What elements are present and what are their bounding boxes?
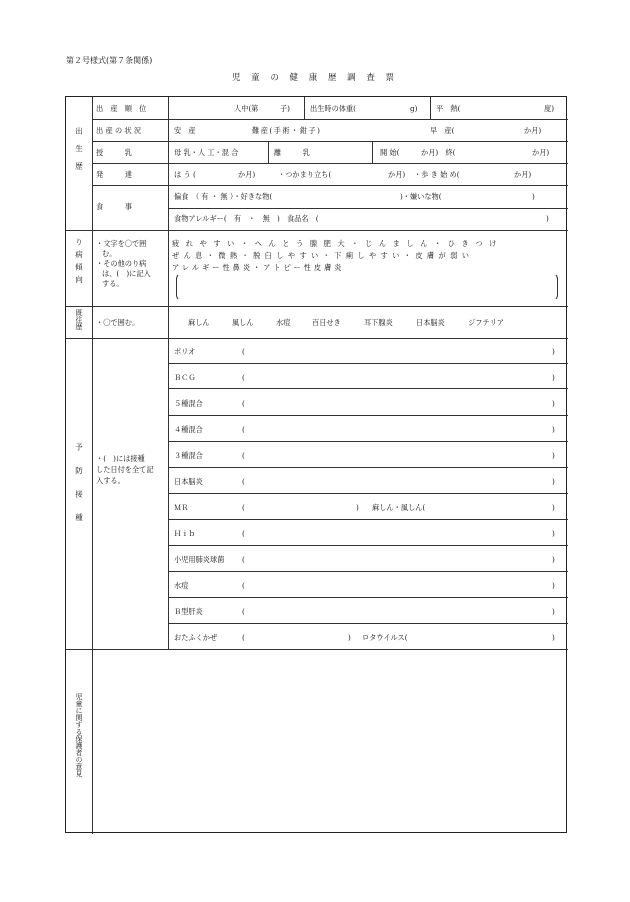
history-disease[interactable]: ジフテリア bbox=[468, 318, 504, 327]
weaning-end: か月) bbox=[532, 148, 550, 157]
dislike-food: )・嫌いな物( bbox=[400, 192, 442, 201]
vaccine-japanese-encephalitis: 日本脳炎 bbox=[174, 477, 203, 486]
status-months: か月) bbox=[524, 126, 542, 135]
date-close: ) bbox=[552, 529, 555, 538]
vaccine-varicella: 水痘 bbox=[174, 581, 189, 590]
date-close: ) bbox=[552, 477, 555, 486]
vaccine-hib: Ｈｉｂ bbox=[174, 529, 196, 538]
fever-label: 平 熱( bbox=[436, 104, 461, 113]
date-open: ( bbox=[242, 607, 245, 616]
vaccine-5-combo: ５種混合 bbox=[174, 399, 203, 408]
dev-crawl: は う ( bbox=[174, 170, 196, 179]
history-disease[interactable]: 耳下腺炎 bbox=[364, 318, 393, 327]
feeding-label: 授 乳 bbox=[96, 148, 132, 157]
dislike-food-end: ) bbox=[532, 192, 535, 201]
meal-label: 食 事 bbox=[96, 202, 132, 211]
date-open: ( bbox=[242, 451, 245, 460]
history-disease[interactable]: 百日せき bbox=[312, 318, 341, 327]
vaccine-mumps: おたふくかぜ bbox=[174, 633, 218, 642]
status-premature: 早 産( bbox=[430, 126, 455, 135]
date-close: ) bbox=[552, 607, 555, 616]
vaccination-instruction-1: ・( )には接種 bbox=[96, 454, 145, 463]
date-open: ( bbox=[242, 477, 245, 486]
fever-unit: 度) bbox=[544, 104, 554, 113]
vaccination-instruction-2: した日付を全て記 bbox=[96, 465, 154, 474]
date-open: ( bbox=[242, 347, 245, 356]
form-reference: 第２号様式(第７条関係) bbox=[66, 56, 153, 65]
birth-section-label: 出生歴 bbox=[74, 127, 84, 180]
date-close: ) bbox=[552, 503, 555, 512]
vaccine-4-combo: ４種混合 bbox=[174, 425, 203, 434]
mr-extra-label: 麻しん・風しん( bbox=[372, 503, 426, 512]
dev-stand: ・つかまり立ち( bbox=[278, 170, 332, 179]
date-open: ( bbox=[242, 555, 245, 564]
date-open: ( bbox=[242, 581, 245, 590]
tendency-line-3: アレルギー性鼻炎・アトピー性皮膚炎 bbox=[172, 263, 345, 272]
dev-walk-unit: か月) bbox=[514, 170, 532, 179]
dev-crawl-unit: か月) bbox=[238, 170, 256, 179]
date-close: ) bbox=[552, 399, 555, 408]
mumps-extra-label: ロタウイルス( bbox=[362, 633, 408, 642]
tendency-section-label: り病傾向 bbox=[74, 238, 84, 288]
order-label: 出 産 順 位 bbox=[96, 104, 147, 113]
history-instruction: ・〇で囲む。 bbox=[96, 318, 140, 327]
picky-eating: 偏食 （ 有 ・ 無 ）・好きな物( bbox=[174, 192, 273, 201]
date-close: ) bbox=[552, 373, 555, 382]
order-value: 人中(第 子) bbox=[234, 104, 290, 113]
status-normal: 安 産 bbox=[174, 126, 196, 135]
date-open: ( bbox=[242, 399, 245, 408]
tendency-instruction-1: ・文字を〇で囲 bbox=[96, 239, 147, 248]
date-open: ( bbox=[242, 503, 245, 512]
date-close: ) bbox=[552, 581, 555, 590]
food-allergy: 食物アレルギー( 有 ・ 無 ) 食品名 ( bbox=[174, 214, 319, 223]
form-title: 児 童 の 健 康 歴 調 査 票 bbox=[231, 73, 399, 83]
history-disease[interactable]: 日本脳炎 bbox=[416, 318, 445, 327]
weaning-start: 開 始( か月) 終( bbox=[380, 148, 456, 157]
other-illness-bracket[interactable] bbox=[176, 273, 558, 301]
history-disease[interactable]: 風しん bbox=[232, 318, 254, 327]
date-open: ( bbox=[242, 633, 245, 642]
history-disease[interactable]: 水痘 bbox=[276, 318, 291, 327]
opinion-input-area[interactable] bbox=[93, 650, 567, 832]
status-difficult: 難産(手術・鉗子) bbox=[252, 126, 322, 135]
tendency-instruction-2b: は、( )に記入 bbox=[102, 269, 151, 278]
vaccination-instruction-3: 入する。 bbox=[96, 476, 125, 485]
date-close: ) bbox=[552, 347, 555, 356]
weight-unit: g) bbox=[410, 104, 418, 113]
weaning-label: 離 乳 bbox=[274, 148, 310, 157]
history-section-label: 既往歴 bbox=[75, 309, 83, 330]
date-open: ( bbox=[242, 373, 245, 382]
feeding-types: 母 乳・人 工・混 合 bbox=[174, 148, 239, 157]
status-label: 出 産 の 状 況 bbox=[96, 126, 142, 135]
date-close: ) bbox=[552, 425, 555, 434]
date-open: ( bbox=[242, 425, 245, 434]
vaccine-hepatitis-b: Ｂ型肝炎 bbox=[174, 607, 203, 616]
tendency-instruction-2c: する。 bbox=[102, 279, 124, 288]
vaccination-section-label: 予防接種 bbox=[74, 443, 84, 537]
health-history-table bbox=[65, 96, 567, 833]
development-label: 発 達 bbox=[96, 170, 132, 179]
date-open: ( bbox=[242, 529, 245, 538]
dev-walk: ・歩 き 始 め( bbox=[414, 170, 460, 179]
date-close: ) bbox=[552, 555, 555, 564]
history-disease[interactable]: 麻しん bbox=[188, 318, 210, 327]
date-close: ) bbox=[348, 633, 351, 642]
vaccine-mr: ＭＲ bbox=[174, 503, 189, 512]
dev-stand-unit: か月) bbox=[388, 170, 406, 179]
vaccine-pneumococcal: 小児用肺炎球菌 bbox=[174, 555, 225, 564]
tendency-instruction-2: ・その他のり病 bbox=[96, 259, 147, 268]
vaccine-3-combo: ３種混合 bbox=[174, 451, 203, 460]
vaccine-polio: ポリオ bbox=[174, 347, 196, 356]
vaccine-bcg: ＢＣＧ bbox=[174, 373, 196, 382]
tendency-instruction-1b: む。 bbox=[102, 249, 117, 258]
food-allergy-end: ) bbox=[546, 214, 549, 223]
tendency-line-2: ぜん息・微熱・脱臼しやすい・下痢しやすい・皮膚が弱い bbox=[172, 251, 474, 260]
date-close: ) bbox=[552, 633, 555, 642]
weight-label: 出生時の体重( bbox=[310, 104, 356, 113]
tendency-line-1: 疲れやすい・へんとう腺肥大・じんましん・ひきつけ bbox=[172, 239, 503, 248]
opinion-section-label: 児童に関する保護者の意見 bbox=[75, 693, 83, 777]
date-close: ) bbox=[552, 451, 555, 460]
date-close: ) bbox=[356, 503, 359, 512]
